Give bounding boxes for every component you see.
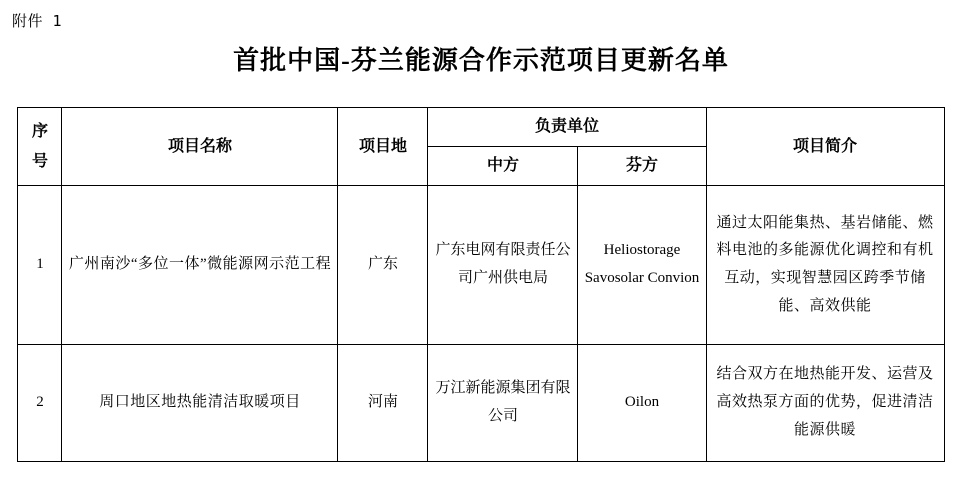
cell-project-place: 广东 — [338, 186, 428, 345]
table-header — [18, 108, 944, 186]
cell-finnish-side: Heliostorage Savosolar Convion — [578, 186, 706, 345]
table-row — [18, 186, 944, 345]
cell-sequence: 2 — [18, 345, 62, 462]
cell-chinese-side: 广东电网有限责任公司广州供电局 — [428, 186, 578, 345]
project-list-table — [17, 107, 944, 462]
column-header-sequence-line2: 号 — [31, 152, 48, 170]
column-header-project-intro: 项目简介 — [706, 108, 944, 186]
cell-sequence: 1 — [18, 186, 62, 345]
column-header-chinese-side: 中方 — [428, 147, 578, 186]
cell-project-name: 周口地区地热能清洁取暖项目 — [62, 345, 338, 462]
table-row — [18, 345, 944, 462]
cell-project-name: 广州南沙“多位一体”微能源网示范工程 — [62, 186, 338, 345]
column-header-sequence-line1: 序 — [31, 122, 48, 140]
page-title: 首批中国-芬兰能源合作示范项目更新名单 — [233, 46, 729, 75]
cell-project-intro: 通过太阳能集热、基岩储能、燃料电池的多能源优化调控和有机互动，实现智慧园区跨季节储能、高效供能 — [706, 186, 944, 345]
cell-finnish-side: Oilon — [578, 345, 706, 462]
column-header-responsible-unit: 负责单位 — [428, 108, 706, 147]
cell-chinese-side: 万江新能源集团有限公司 — [428, 345, 578, 462]
column-header-project-place: 项目地 — [338, 108, 428, 186]
table-header-row-1 — [18, 108, 944, 147]
attachment-label: 附件 1 — [12, 12, 63, 30]
cell-project-place: 河南 — [338, 345, 428, 462]
cell-project-intro: 结合双方在地热能开发、运营及高效热泵方面的优势，促进清洁能源供暖 — [706, 345, 944, 462]
column-header-project-name: 项目名称 — [62, 108, 338, 186]
column-header-sequence — [18, 108, 62, 186]
table-body — [18, 186, 944, 462]
column-header-finnish-side: 芬方 — [578, 147, 706, 186]
